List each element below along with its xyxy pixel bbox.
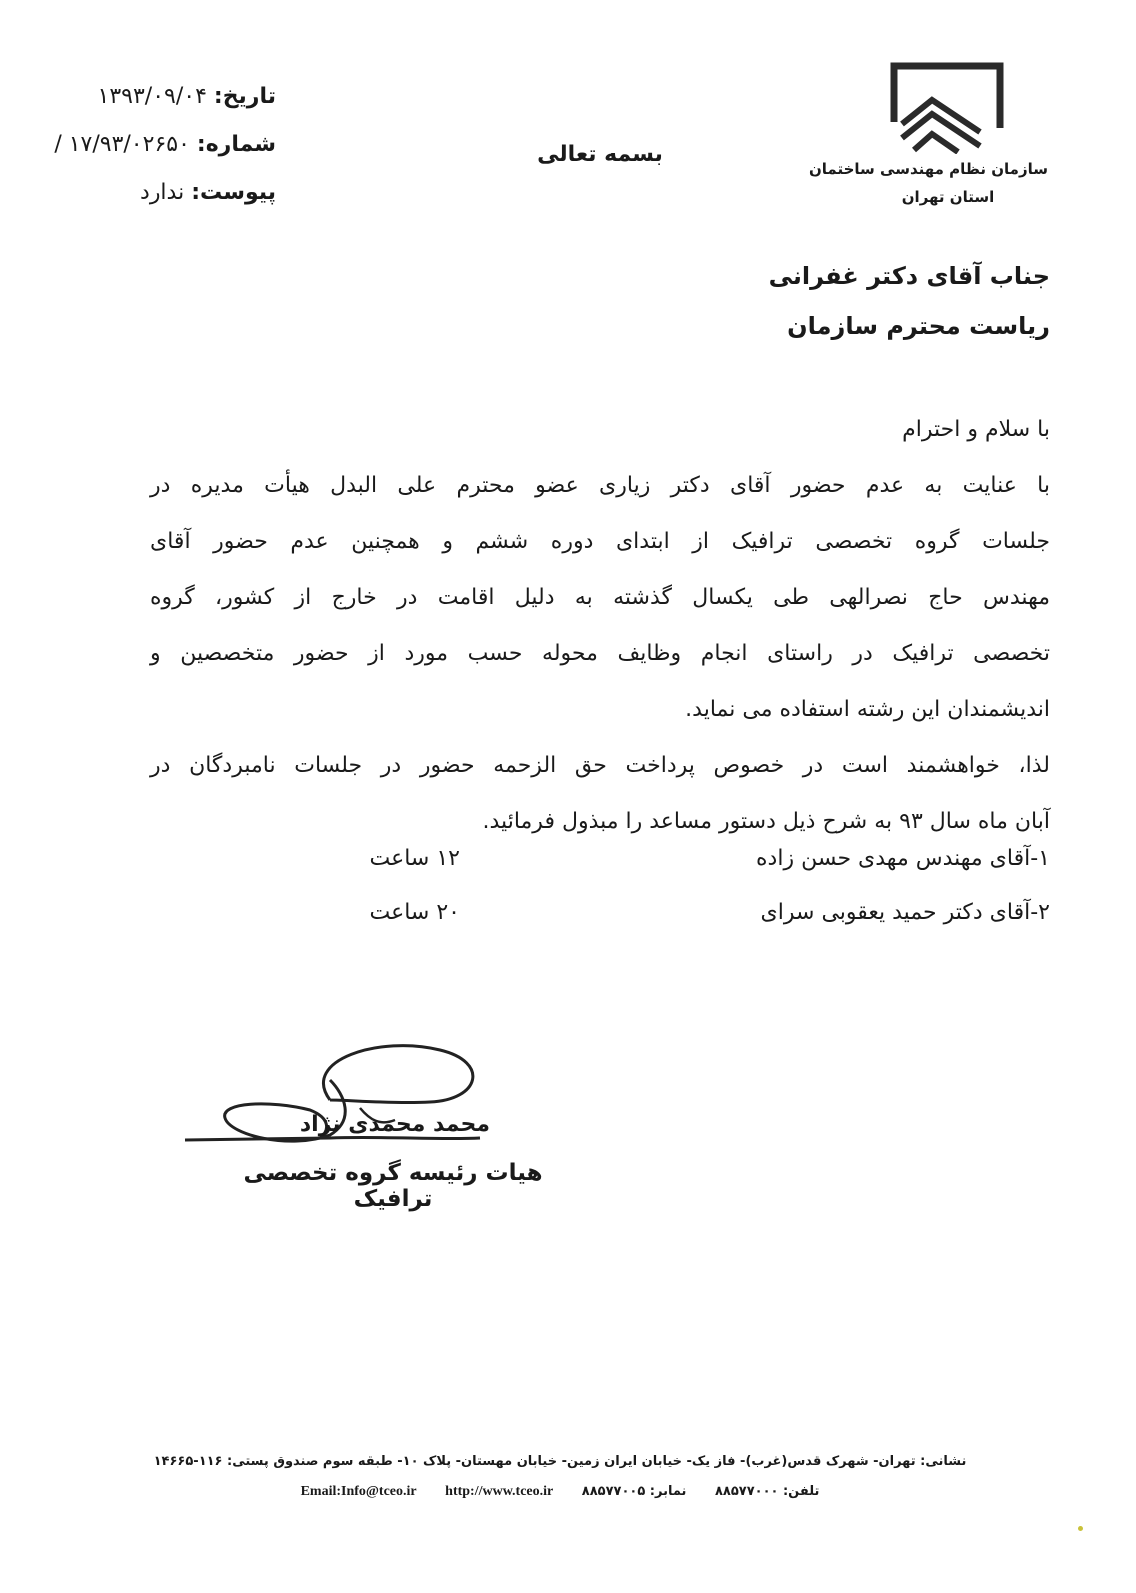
date-label: تاریخ: bbox=[213, 84, 276, 109]
body-line: اندیشمندان این رشته استفاده می نماید. bbox=[685, 697, 1050, 722]
letter-body bbox=[150, 412, 1050, 860]
org-province: استان تهران bbox=[901, 188, 995, 206]
footer-contact bbox=[150, 1484, 970, 1500]
building-logo-icon bbox=[888, 62, 1008, 154]
basmala: بسمه تعالی bbox=[537, 142, 663, 167]
addressee-name: جناب آقای دکتر غفرانی bbox=[768, 262, 1050, 290]
body-line: با عنایت به عدم حضور آقای دکتر زیاری عضو محترم علی البدل هیأت مدیره در bbox=[150, 473, 1050, 498]
attendee-list bbox=[330, 846, 1050, 954]
signer-title: هیات رئیسه گروه تخصصی ترافیک bbox=[243, 1160, 543, 1212]
letter-footer bbox=[150, 1454, 970, 1500]
footer-phone: تلفن: ۸۸۵۷۷۰۰۰ bbox=[714, 1484, 820, 1499]
date-row bbox=[40, 84, 276, 132]
handwritten-signature bbox=[180, 1040, 500, 1160]
signer-name: محمد محمدی نژاد bbox=[299, 1112, 490, 1137]
footer-address: نشانی: تهران- شهرک قدس(غرب)- فاز یک- خیابان ایران زمین- خیابان مهستان- پلاک ۱۰- طبقه سوم صندوق پستی: ۱۱۶-۱۴۶۶۵ bbox=[153, 1454, 967, 1469]
attachment-row bbox=[40, 180, 276, 228]
body-line: مهندس حاج نصرالهی طی یکسال گذشته به دلیل اقامت در خارج از کشور، گروه bbox=[150, 585, 1050, 610]
attendee-name: ۱-آقای مهندس مهدی حسن زاده bbox=[756, 846, 1050, 871]
addressee bbox=[769, 262, 1050, 362]
scan-speck bbox=[1078, 1526, 1083, 1531]
number-value: ۱۷/۹۳/۰۲۶۵۰ / bbox=[54, 132, 190, 157]
list-item bbox=[330, 900, 1050, 954]
attachment-label: پیوست: bbox=[191, 180, 276, 205]
addressee-position: ریاست محترم سازمان bbox=[787, 312, 1050, 340]
attendee-hours: ۱۲ ساعت bbox=[369, 846, 460, 871]
greeting: با سلام و احترام bbox=[902, 417, 1050, 442]
number-row bbox=[40, 132, 276, 180]
org-logo bbox=[809, 62, 1048, 206]
list-item bbox=[330, 846, 1050, 900]
body-line: آبان ماه سال ۹۳ به شرح ذیل دستور مساعد را مبذول فرمائید. bbox=[482, 809, 1050, 834]
body-line: لذا، خواهشمند است در خصوص پرداخت حق الزحمه حضور در جلسات نامبردگان در bbox=[150, 753, 1050, 778]
body-line: تخصصی ترافیک در راستای انجام وظایف محوله حسب مورد از حضور متخصصین و bbox=[150, 641, 1050, 666]
footer-fax: نمابر: ۸۸۵۷۷۰۰۵ bbox=[581, 1484, 687, 1499]
attachment-value: ندارد bbox=[140, 180, 185, 205]
date-value: ۱۳۹۳/۰۹/۰۴ bbox=[97, 84, 207, 109]
attendee-name: ۲-آقای دکتر حمید یعقوبی سرای bbox=[760, 900, 1050, 925]
footer-email[interactable]: Email:Info@tceo.ir bbox=[300, 1484, 417, 1499]
body-line: جلسات گروه تخصصی ترافیک از ابتدای دوره ششم و همچنین عدم حضور آقای bbox=[150, 529, 1050, 554]
org-name: سازمان نظام مهندسی ساختمان bbox=[809, 160, 1048, 178]
letter-meta bbox=[40, 84, 276, 228]
attendee-hours: ۲۰ ساعت bbox=[369, 900, 460, 925]
number-label: شماره: bbox=[196, 132, 276, 157]
footer-website[interactable]: http://www.tceo.ir bbox=[445, 1484, 554, 1499]
